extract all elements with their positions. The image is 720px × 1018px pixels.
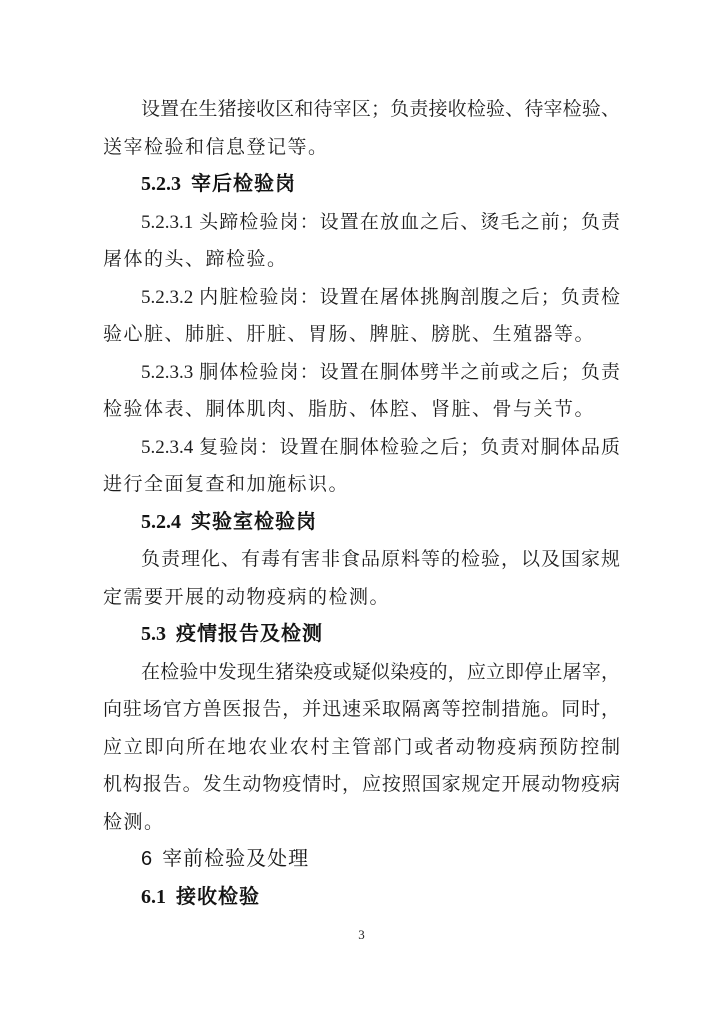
paragraph-line: 进行全面复查和加施标识。 (103, 474, 350, 495)
paragraph-line: 5.2.3.4 复验岗：设置在胴体检验之后；负责对胴体品质 (141, 436, 620, 458)
heading-number: 5.2.3 (141, 173, 181, 195)
paragraph-line: 负责理化、有毒有害非食品原料等的检验，以及国家规 (141, 549, 620, 570)
heading-6 (103, 841, 620, 879)
heading-5-3 (103, 616, 620, 654)
paragraph-line: 检验体表、胴体肌肉、脂肪、体腔、肾脏、骨与关节。 (103, 399, 596, 420)
paragraph-line: 5.2.3.3 胴体检验岗：设置在胴体劈半之前或之后；负责 (141, 361, 620, 383)
heading-title: 疫情报告及检测 (176, 623, 323, 645)
paragraph-line: 检测。 (103, 811, 165, 833)
heading-number: 5.2.4 (141, 510, 181, 533)
document-body (103, 91, 620, 954)
heading-6-1 (103, 879, 620, 917)
paragraph-line: 应立即向所在地农业农村主管部门或者动物疫病预防控制 (103, 736, 620, 758)
paragraph-line: 定需要开展的动物疫病的检测。 (103, 586, 391, 608)
heading-title: 宰后检验岗 (191, 173, 296, 195)
heading-5-2-3 (103, 166, 620, 204)
paragraph-line: 在检验中发现生猪染疫或疑似染疫的，应立即停止屠宰， (141, 661, 620, 683)
paragraph-line: 向驻场官方兽医报告，并迅速采取隔离等控制措施。同时， (103, 699, 620, 720)
heading-title: 实验室检验岗 (191, 510, 317, 533)
paragraph-line: 屠体的头、蹄检验。 (103, 249, 288, 270)
paragraph-line: 送宰检验和信息登记等。 (103, 136, 329, 158)
paragraph-line: 机构报告。发生动物疫情时，应按照国家规定开展动物疫病 (103, 774, 620, 795)
paragraph-line: 设置在生猪接收区和待宰区；负责接收检验、待宰检验、 (141, 99, 620, 120)
paragraph-line: 验心脏、肺脏、肝脏、胃肠、脾脏、膀胱、生殖器等。 (103, 324, 596, 345)
heading-title: 宰前检验及处理 (162, 848, 310, 870)
heading-title: 接收检验 (176, 885, 260, 908)
heading-number: 5.3 (141, 623, 166, 645)
heading-number: 6 (141, 848, 153, 870)
paragraph-line: 5.2.3.2 内脏检验岗：设置在屠体挑胸剖腹之后；负责检 (141, 286, 620, 308)
page-number: 3 (358, 927, 365, 942)
paragraph-line: 5.2.3.1 头蹄检验岗：设置在放血之后、烫毛之前；负责 (141, 211, 620, 233)
heading-number: 6.1 (141, 885, 166, 908)
heading-5-2-4 (103, 504, 620, 542)
